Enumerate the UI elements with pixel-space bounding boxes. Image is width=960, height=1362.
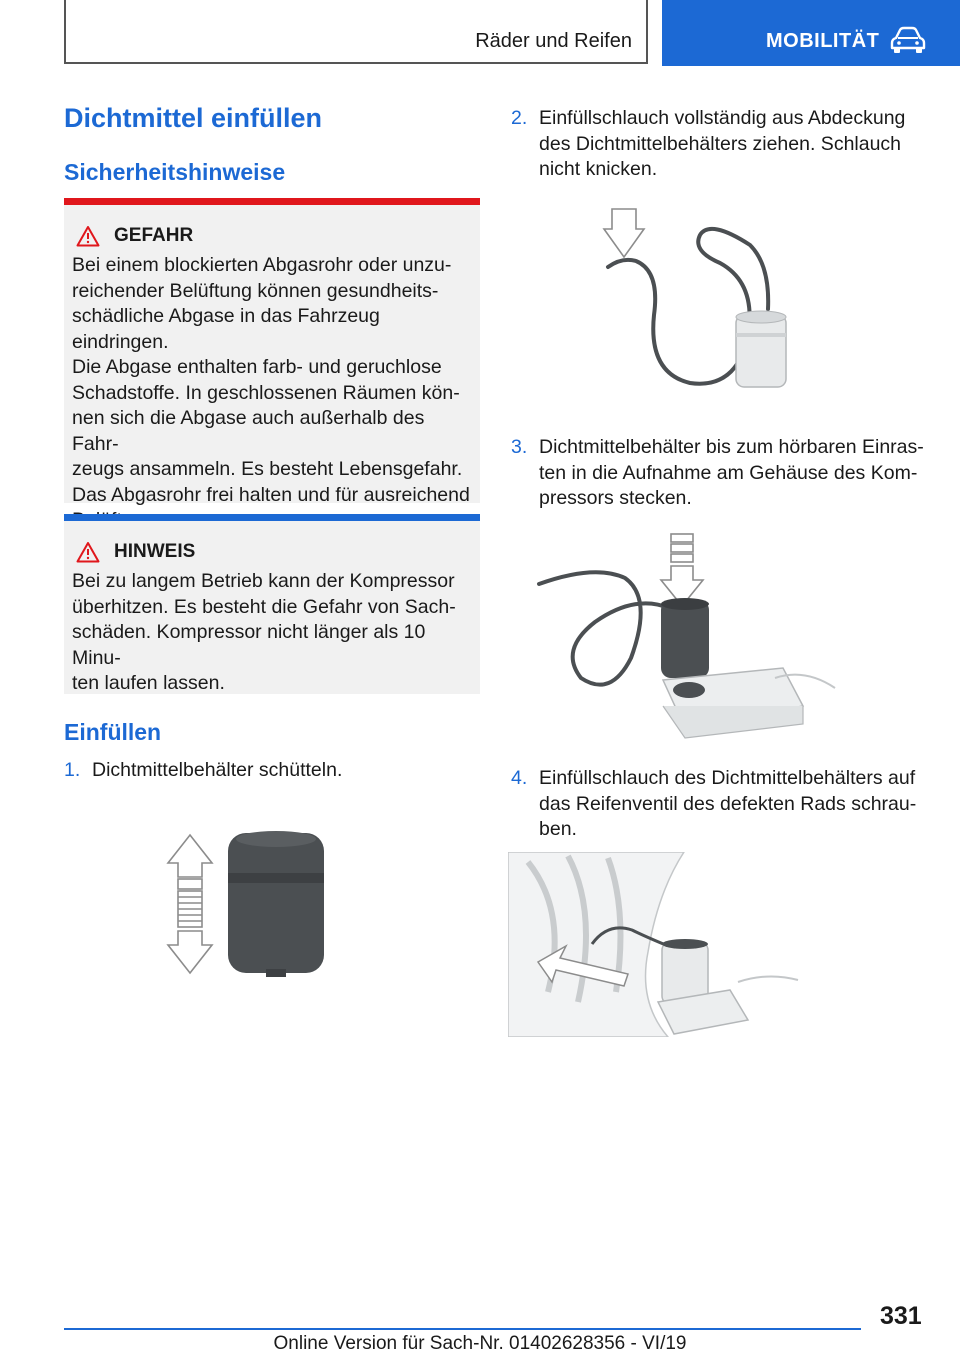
hint-notice-header [72, 541, 470, 563]
header-section-box [64, 0, 648, 64]
step-number: 1. [64, 759, 81, 781]
hint-notice [64, 514, 480, 694]
step-text: Dichtmittelbehälter bis zum hörbaren Einras- ten in die Aufnahme am Gehäuse des Kom- pressors stecken. [539, 436, 924, 509]
warning-triangle-icon [76, 541, 100, 563]
shake-container-illustration [160, 825, 340, 985]
fill-section-heading: Einfüllen [64, 719, 162, 745]
footer-divider [64, 1328, 861, 1330]
danger-text: Bei einem blockierten Abgasrohr oder unzu- reichender Belüftung können gesundheits- schädliche Abgase in das Fahrzeug eindringen. Die Abgase enthalten farb- und geruchlose Schadstoffe. In geschlossenen Räumen kön- nen sich die Abgase auch außerhalb des Fahr- zeugs ansammeln. Es besteht Lebensgefahr. Das Abgasrohr frei halten und für ausreichend [72, 254, 470, 506]
insert-container-illustration [535, 528, 840, 743]
page-title: Dichtmittel einfüllen [64, 103, 323, 133]
attach-hose-valve-illustration [508, 852, 808, 1037]
danger-label: GEFAHR [114, 225, 194, 246]
danger-notice [64, 198, 480, 506]
hint-text: Bei zu langem Betrieb kann der Kompressor überhitzen. Es besteht die Gefahr von Sach- schäden. Kompressor nicht länger als 10 Minu- ten laufen lassen. [72, 570, 456, 694]
car-icon [890, 26, 926, 54]
step-number: 2. [511, 107, 528, 129]
footer-version-text: Online Version für Sach-Nr. 01402628356 - VI/19 [273, 1333, 687, 1354]
header-chapter-label: MOBILITÄT [766, 30, 880, 52]
header-section-title: Räder und Reifen [475, 30, 632, 52]
warning-triangle-icon [76, 225, 100, 247]
header-chapter-tab [662, 0, 960, 66]
step-text: Einfüllschlauch vollständig aus Abdeckung des Dichtmittelbehälters ziehen. Schlauch nicht knicken. [539, 107, 906, 180]
step-number: 3. [511, 436, 528, 458]
page-number: 331 [880, 1302, 922, 1330]
pull-hose-illustration [600, 205, 800, 395]
step-number: 4. [511, 767, 528, 789]
step-text: Einfüllschlauch des Dichtmittelbehälters auf das Reifenventil des defekten Rads schrau- ben. [539, 767, 917, 840]
hint-label: HINWEIS [114, 541, 196, 562]
step-text: Dichtmittelbehälter schütteln. [92, 759, 343, 781]
danger-notice-header [72, 225, 470, 247]
section-subtitle: Sicherheitshinweise [64, 159, 286, 185]
